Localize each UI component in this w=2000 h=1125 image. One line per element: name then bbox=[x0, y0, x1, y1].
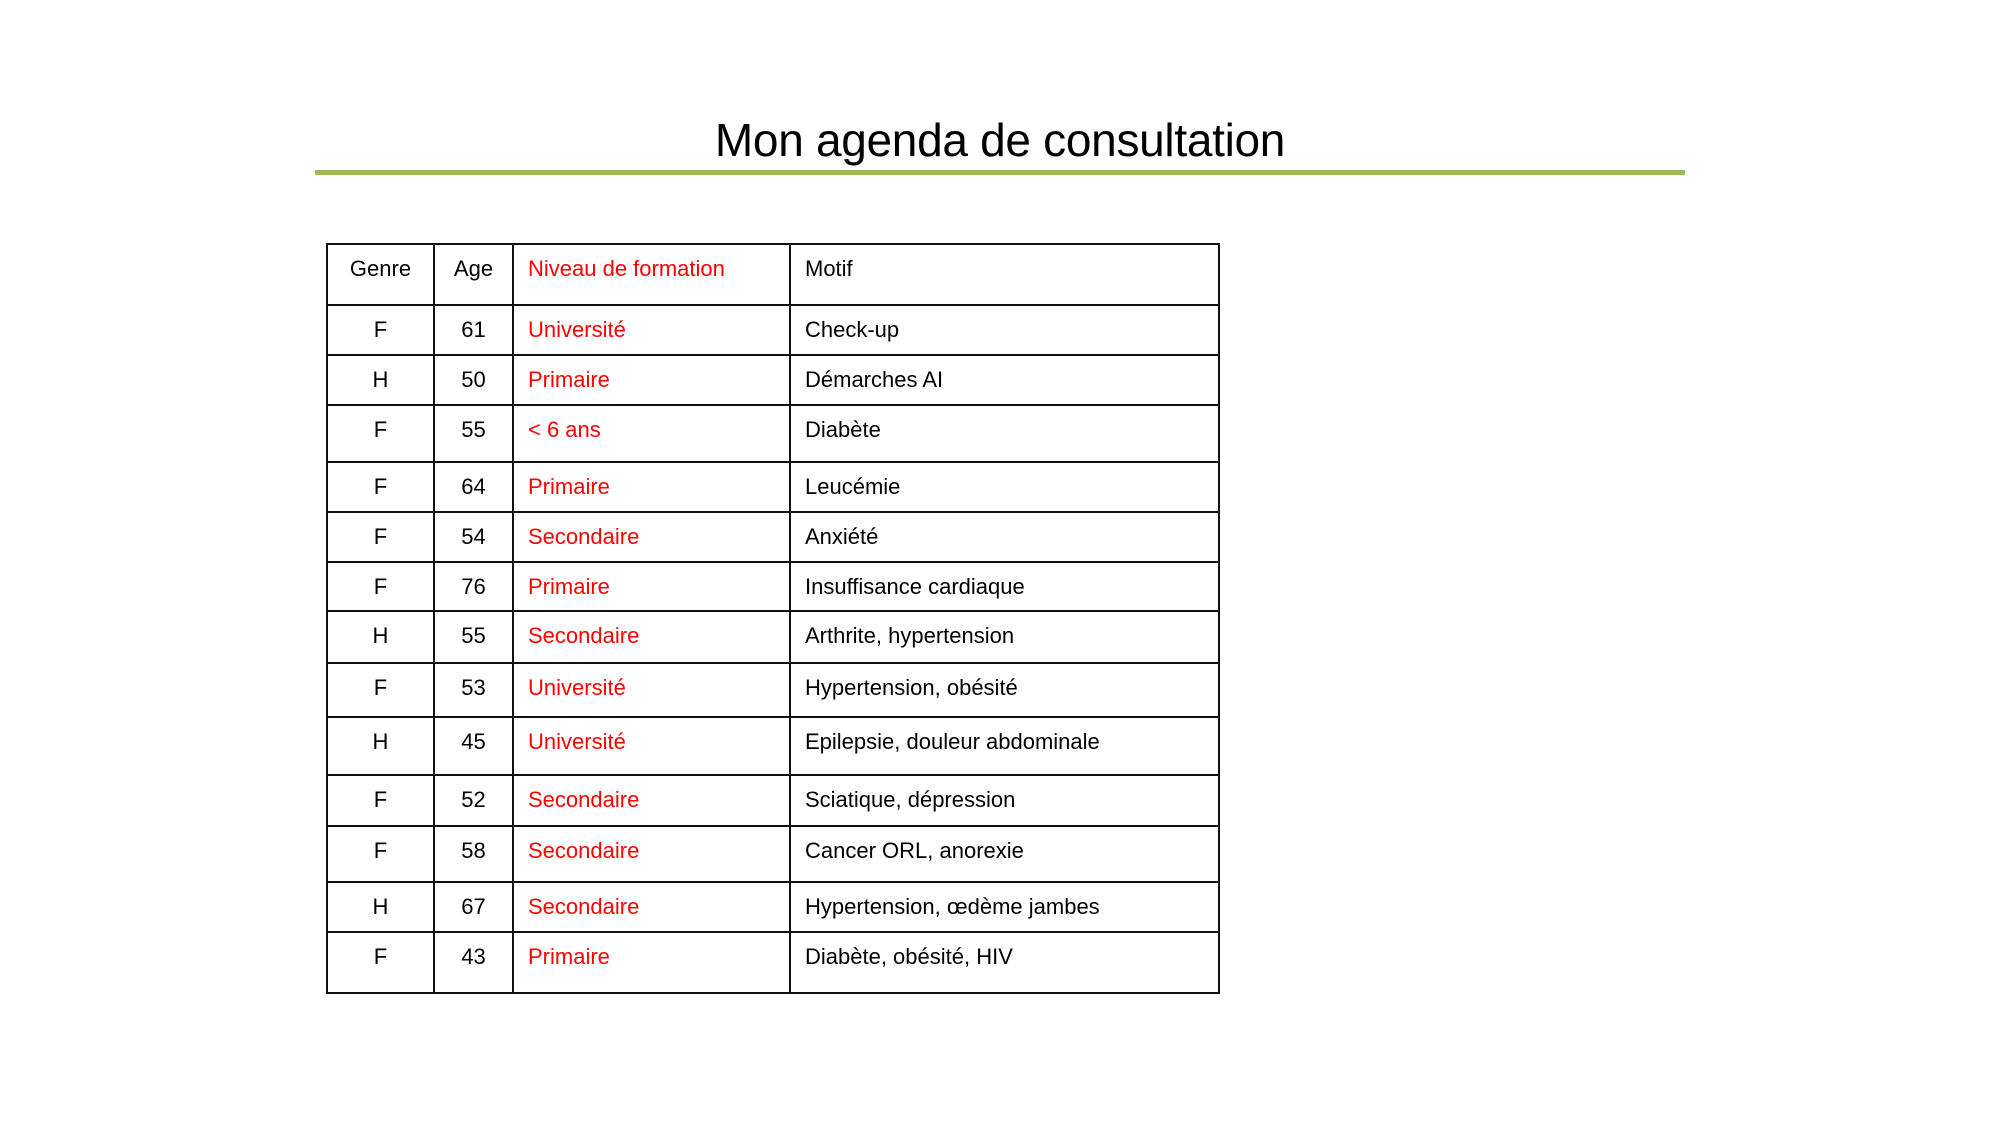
cell-genre: F bbox=[327, 663, 434, 717]
title-underline-divider bbox=[315, 170, 1685, 175]
table-row bbox=[327, 305, 1219, 355]
cell-niveau: < 6 ans bbox=[513, 405, 790, 462]
table-row bbox=[327, 611, 1219, 663]
cell-age: 53 bbox=[434, 663, 513, 717]
cell-niveau: Secondaire bbox=[513, 611, 790, 663]
cell-age: 52 bbox=[434, 775, 513, 826]
cell-age: 61 bbox=[434, 305, 513, 355]
column-header-niveau-de-formation: Niveau de formation bbox=[513, 244, 790, 305]
consultation-table bbox=[326, 243, 1220, 994]
cell-age: 54 bbox=[434, 512, 513, 562]
cell-motif: Diabète, obésité, HIV bbox=[790, 932, 1219, 993]
column-header-age: Age bbox=[434, 244, 513, 305]
page-title: Mon agenda de consultation bbox=[714, 114, 1286, 166]
cell-genre: F bbox=[327, 932, 434, 993]
cell-age: 64 bbox=[434, 462, 513, 512]
table-row bbox=[327, 717, 1219, 775]
table-row bbox=[327, 775, 1219, 826]
cell-age: 45 bbox=[434, 717, 513, 775]
table-row bbox=[327, 355, 1219, 405]
cell-niveau: Primaire bbox=[513, 562, 790, 611]
cell-motif: Démarches AI bbox=[790, 355, 1219, 405]
cell-age: 76 bbox=[434, 562, 513, 611]
cell-motif: Check-up bbox=[790, 305, 1219, 355]
table-row bbox=[327, 826, 1219, 882]
cell-niveau: Secondaire bbox=[513, 882, 790, 932]
cell-niveau: Secondaire bbox=[513, 775, 790, 826]
cell-genre: F bbox=[327, 305, 434, 355]
cell-age: 55 bbox=[434, 405, 513, 462]
table-row bbox=[327, 512, 1219, 562]
cell-genre: H bbox=[327, 611, 434, 663]
cell-motif: Insuffisance cardiaque bbox=[790, 562, 1219, 611]
cell-niveau: Primaire bbox=[513, 462, 790, 512]
cell-genre: F bbox=[327, 826, 434, 882]
cell-motif: Cancer ORL, anorexie bbox=[790, 826, 1219, 882]
cell-age: 55 bbox=[434, 611, 513, 663]
cell-age: 58 bbox=[434, 826, 513, 882]
table-row bbox=[327, 405, 1219, 462]
column-header-genre: Genre bbox=[327, 244, 434, 305]
cell-motif: Sciatique, dépression bbox=[790, 775, 1219, 826]
cell-motif: Diabète bbox=[790, 405, 1219, 462]
cell-motif: Arthrite, hypertension bbox=[790, 611, 1219, 663]
cell-age: 67 bbox=[434, 882, 513, 932]
cell-niveau: Université bbox=[513, 717, 790, 775]
cell-age: 43 bbox=[434, 932, 513, 993]
cell-motif: Hypertension, obésité bbox=[790, 663, 1219, 717]
cell-niveau: Secondaire bbox=[513, 512, 790, 562]
table-row bbox=[327, 932, 1219, 993]
cell-motif: Anxiété bbox=[790, 512, 1219, 562]
column-header-motif: Motif bbox=[790, 244, 1219, 305]
table-header-row bbox=[327, 244, 1219, 305]
cell-niveau: Université bbox=[513, 305, 790, 355]
cell-genre: F bbox=[327, 775, 434, 826]
cell-niveau: Primaire bbox=[513, 355, 790, 405]
cell-genre: F bbox=[327, 562, 434, 611]
cell-motif: Leucémie bbox=[790, 462, 1219, 512]
cell-motif: Epilepsie, douleur abdominale bbox=[790, 717, 1219, 775]
cell-genre: F bbox=[327, 462, 434, 512]
cell-niveau: Secondaire bbox=[513, 826, 790, 882]
table-row bbox=[327, 462, 1219, 512]
cell-genre: H bbox=[327, 355, 434, 405]
cell-genre: F bbox=[327, 405, 434, 462]
cell-genre: H bbox=[327, 882, 434, 932]
cell-genre: F bbox=[327, 512, 434, 562]
table-row bbox=[327, 562, 1219, 611]
table-row bbox=[327, 663, 1219, 717]
cell-motif: Hypertension, œdème jambes bbox=[790, 882, 1219, 932]
cell-niveau: Primaire bbox=[513, 932, 790, 993]
cell-genre: H bbox=[327, 717, 434, 775]
cell-age: 50 bbox=[434, 355, 513, 405]
table-row bbox=[327, 882, 1219, 932]
cell-niveau: Université bbox=[513, 663, 790, 717]
